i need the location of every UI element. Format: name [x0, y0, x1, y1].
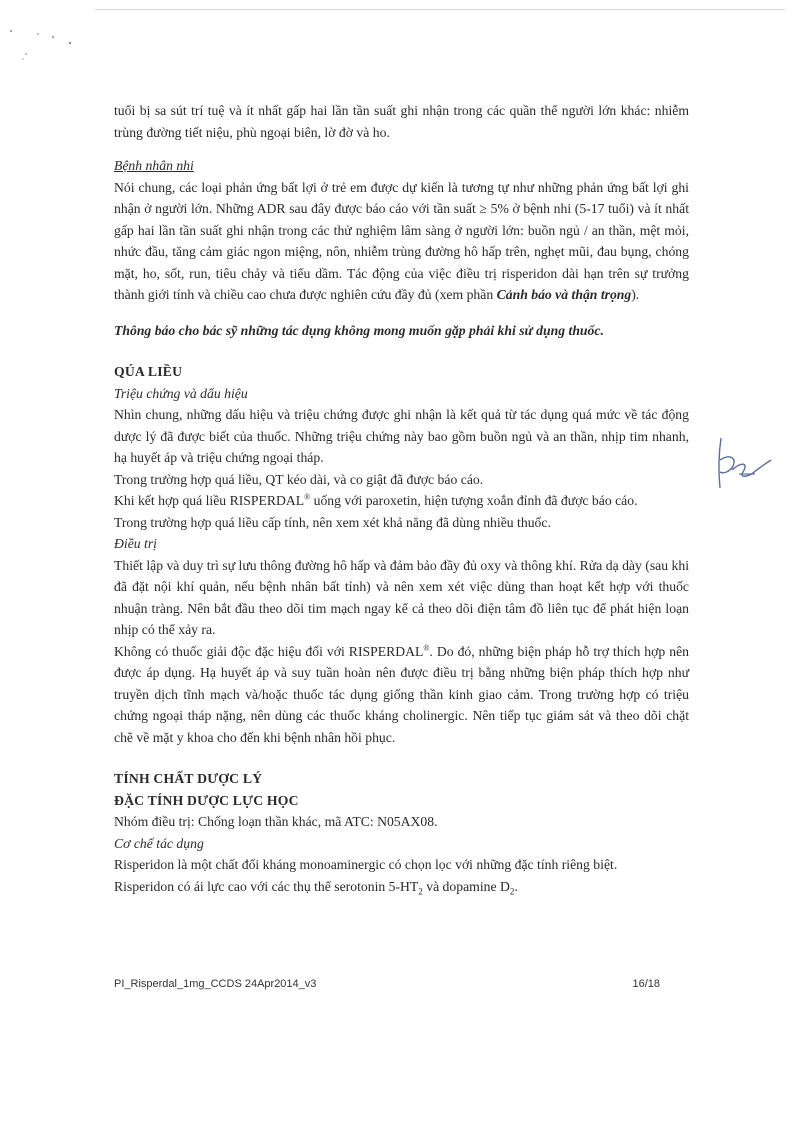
pediatric-text: Nói chung, các loại phản ứng bất lợi ở trẻ em được dự kiến là tương tự như những phản ứng bất lợi ghi nhận ở người lớn. Những ADR sau đây được báo cáo với tần suất ≥ 5% ở bệnh nhi (5-17 tuổi) và ít nhất gấp hai lần tần suất ghi nhận trong các thử nghiệm lâm sàng ở người lớn: buồn ngủ / an thần, mệt mỏi, nhức đầu, tăng cảm giác ngon miệng, nôn, nhiễm trùng đường hô hấp trên, nghẹt mũi, đau bụng, chóng mặt, ho, sốt, run, tiêu chảy và tiểu dầm. Tác động của việc điều trị risperidon dài hạn trên sự trưởng thành giới tính và chiều cao chưa được nghiên cứu đầy đủ (xem phần: [114, 179, 689, 302]
registered-mark: ®: [423, 642, 430, 652]
symptoms-paragraph-2: Trong trường hợp quá liều, QT kéo dài, và co giật đã được báo cáo.: [114, 471, 484, 487]
mechanism-text-end: .: [514, 878, 518, 894]
treatment-text: Không có thuốc giải độc đặc hiệu đối với RISPERDAL: [114, 643, 424, 659]
symptoms-text: Khi kết hợp quá liều RISPERDAL: [114, 493, 305, 508]
pediatric-heading: Bệnh nhân nhi: [114, 158, 194, 173]
treatment-paragraph-1: Thiết lập và duy trì sự lưu thông đường hô hấp và đảm bảo đầy đủ oxy và thông khí. Rửa dạ dày (sau khi đã đặt nội khí quản, nếu bệnh nhân bất tỉnh) và nên xem xét việc dùng than hoạt kết hợp với thuốc nhuận tràng. Nên bắt đầu theo dõi tim mạch ngay kể cả theo dõi điện tâm đồ liên tục để phát hiện loạn nhịp có thể xảy ra.: [114, 557, 689, 637]
document-id: PI_Risperdal_1mg_CCDS 24Apr2014_v3: [114, 978, 317, 990]
subscript: 2: [509, 886, 515, 897]
handwritten-initials: [703, 430, 773, 500]
mechanism-paragraph-1: Risperidon là một chất đối kháng monoaminergic có chọn lọc với những đặc tính riêng biệt.: [114, 857, 618, 872]
pharmacodynamics-heading: ĐẶC TÍNH DƯỢC LỰC HỌC: [114, 792, 299, 808]
therapeutic-group: Nhóm điều trị: Chống loạn thần khác, mã ATC: N05AX08.: [114, 814, 438, 829]
pediatric-text-end: ).: [631, 287, 640, 302]
symptoms-paragraph-3: [114, 490, 689, 512]
symptoms-heading: Triệu chứng và dấu hiệu: [114, 385, 248, 401]
paragraph-elderly-adr: tuổi bị sa sút trí tuệ và ít nhất gấp hai lần tần suất ghi nhận trong các quần thể người lớn khác: nhiễm trùng đường tiết niệu, phù ngoại biên, lờ đờ và ho.: [114, 103, 689, 140]
symptoms-text-end: uống với paroxetin, hiện tượng xoắn đỉnh đã được báo cáo.: [310, 493, 638, 508]
document-body: [114, 100, 689, 897]
treatment-heading: Điều trị: [114, 536, 157, 551]
symptoms-paragraph-1: Nhìn chung, những dấu hiệu và triệu chứng được ghi nhận là kết quả từ tác dụng quá mức về tác động dược lý đã được biết của thuốc. Những triệu chứng này bao gồm buồn ngủ và an thần, nhịp tim nhanh, hạ huyết áp và triệu chứng ngoại tháp.: [114, 407, 689, 465]
mechanism-paragraph-2: [114, 876, 689, 898]
warnings-reference: Cảnh báo và thận trọng: [496, 287, 632, 302]
pharmacology-heading: TÍNH CHẤT DƯỢC LÝ: [114, 771, 263, 786]
registered-mark: ®: [304, 492, 311, 502]
page-number: 16/18: [632, 978, 660, 990]
mechanism-text-mid: và dopamine D: [422, 878, 510, 894]
scan-specks: [8, 28, 78, 68]
mechanism-heading: Cơ chế tác dụng: [114, 835, 204, 851]
overdose-heading: QÚA LIỀU: [114, 364, 183, 379]
top-scan-rule: [95, 9, 785, 10]
treatment-paragraph-2: [114, 641, 689, 749]
symptoms-paragraph-4: Trong trường hợp quá liều cấp tính, nên xem xét khả năng đã dùng nhiều thuốc.: [114, 514, 551, 530]
subscript: 2: [418, 886, 423, 897]
report-adr-notice: Thông báo cho bác sỹ những tác dụng không mong muốn gặp phải khi sử dụng thuốc.: [114, 322, 604, 338]
mechanism-text: Risperidon có ái lực cao với các thụ thể serotonin 5-HT: [114, 878, 419, 894]
pediatric-paragraph: [114, 177, 689, 306]
treatment-text-end: . Do đó, những biện pháp hỗ trợ thích hợp nên được áp dụng. Hạ huyết áp và suy tuần hoàn nên được điều trị bằng những biện pháp thích hợp như truyền dịch tĩnh mạch và/hoặc thuốc tác dụng giống thần kinh giao cảm. Trong trường hợp có triệu chứng ngoại tháp nặng, nên dùng các thuốc kháng cholinergic. Nên tiếp tục giám sát và theo dõi chặt chẽ về mặt y khoa cho đến khi bệnh nhân hồi phục.: [114, 643, 689, 745]
